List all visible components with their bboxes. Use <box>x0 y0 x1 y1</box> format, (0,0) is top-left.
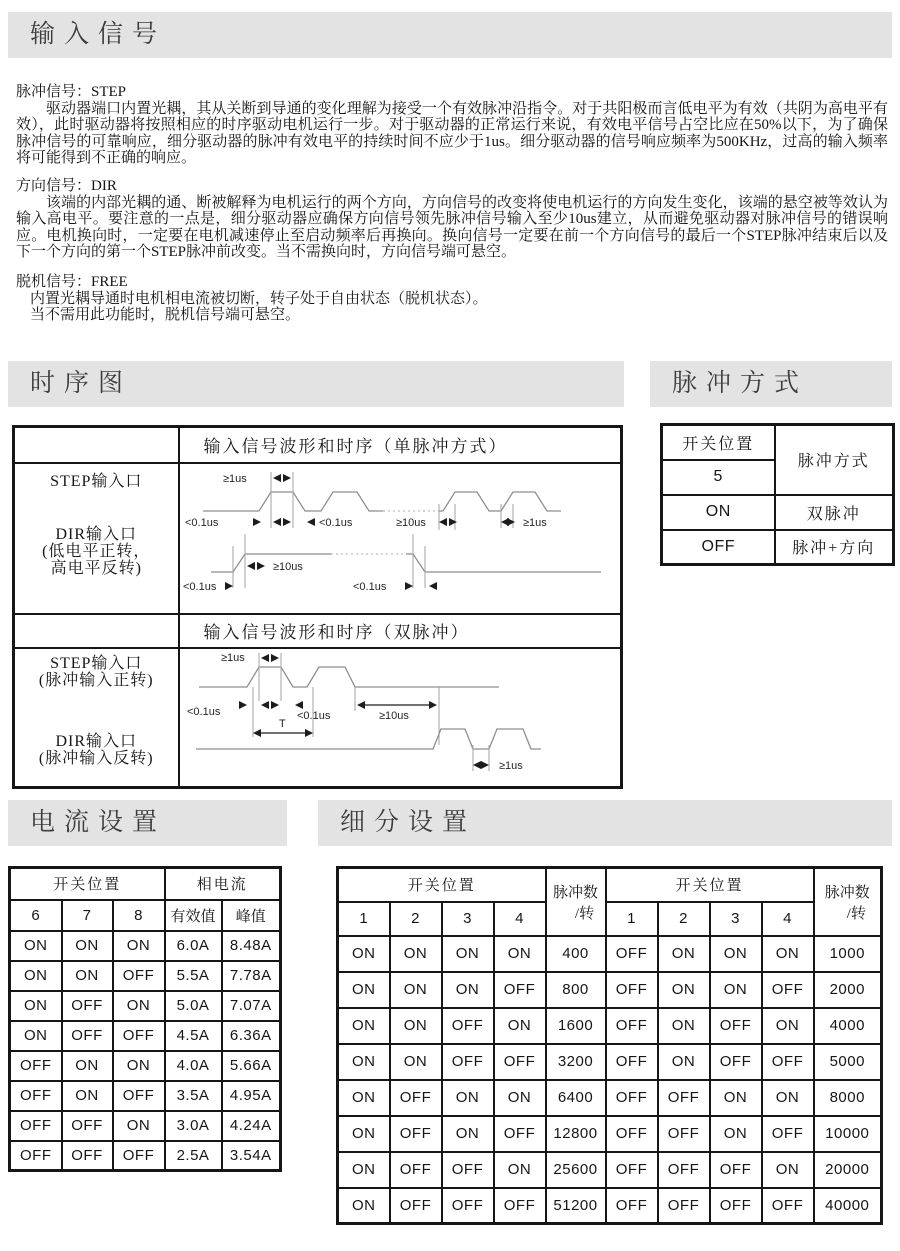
arrow-right-icon <box>507 518 515 526</box>
switch-state-cell: OFF <box>606 1080 658 1116</box>
switch-state-cell: ON <box>338 1188 390 1224</box>
switch-state-cell: ON <box>710 972 762 1008</box>
switch-state-cell: ON <box>710 1116 762 1152</box>
switch-position-header: 开关位置 <box>10 868 165 900</box>
column-header: 8 <box>113 900 165 931</box>
switch-state-cell: OFF <box>10 1051 62 1081</box>
switch-state-cell: ON <box>662 495 775 530</box>
switch-state-cell: ON <box>338 972 390 1008</box>
timing-empty-cell <box>14 614 179 648</box>
arrow-left-icon <box>247 562 255 570</box>
double-pulse-waveform-cell <box>179 648 622 788</box>
pulses-per-rev-line1: 脉冲数 <box>553 884 599 901</box>
section-header-input-signal: 输入信号 <box>8 12 892 58</box>
table-row <box>10 961 281 991</box>
switch-state-cell: OFF <box>762 1044 814 1080</box>
arrow-left-icon <box>261 654 269 662</box>
switch-state-cell: ON <box>710 936 762 972</box>
table-row <box>10 1111 281 1141</box>
switch-position-header: 开关位置 <box>606 868 814 902</box>
pulses-per-rev-cell: 20000 <box>814 1152 882 1188</box>
pulse-mode-table <box>660 423 895 566</box>
switch-state-cell: ON <box>442 1080 494 1116</box>
dir-waveform-trace <box>211 554 331 572</box>
switch-state-cell: OFF <box>10 1141 62 1171</box>
switch-state-cell: ON <box>762 1152 814 1188</box>
switch-state-cell: OFF <box>710 1188 762 1224</box>
arrow-left-icon <box>273 518 281 526</box>
arrow-left-icon <box>307 518 315 526</box>
pulses-per-rev-cell: 6400 <box>546 1080 606 1116</box>
switch-state-cell: OFF <box>62 991 113 1021</box>
pulses-per-rev-cell: 10000 <box>814 1116 882 1152</box>
rms-current-cell: 5.5A <box>165 961 222 991</box>
section-header-timing: 时序图 <box>8 361 624 407</box>
switch-state-cell: ON <box>762 936 814 972</box>
switch-state-cell: OFF <box>390 1116 442 1152</box>
arrow-left-icon <box>253 729 261 737</box>
free-signal-line1: 内置光耦导通时电机相电流被切断，转子处于自由状态（脱机状态）。 <box>30 290 488 307</box>
pulse-mode-cell: 双脉冲 <box>775 495 894 530</box>
table-row <box>338 1044 882 1080</box>
switch-state-cell: OFF <box>494 1044 546 1080</box>
section-header-current: 电流设置 <box>8 800 287 846</box>
arrow-right-icon <box>283 474 291 482</box>
table-row <box>338 1152 882 1188</box>
column-header: 3 <box>710 902 762 936</box>
switch-state-cell: ON <box>390 972 442 1008</box>
switch-position-header: 开关位置 <box>662 425 775 460</box>
section-header-pulse-mode: 脉冲方式 <box>650 361 892 407</box>
dir-signal-paragraph: 该端的内部光耦的通、断被解释为电机运行的两个方向，方向信号的改变将使电机运行的方向发生变化，该端的悬空被等效认为输入高电平。要注意的一点是，细分驱动器应确保方向信号领先脉冲信号输入至少10us建立，从而避免驱动器对脉冲信号的错误响应。电机换向时，一定要在电机减速停止至启动频率后再换向。换向信号一定要在前一个方向信号的最后一个STEP脉冲结束后以及下一个方向的第一个STEP脉冲前改变。当不需换向时，方向信号端可悬空。 <box>16 194 888 261</box>
column-header: 1 <box>606 902 658 936</box>
switch-state-cell: OFF <box>390 1152 442 1188</box>
rms-current-cell: 4.0A <box>165 1051 222 1081</box>
column-header: 1 <box>338 902 390 936</box>
pulses-per-rev-cell: 400 <box>546 936 606 972</box>
switch-state-cell: ON <box>10 1021 62 1051</box>
switch-state-cell: ON <box>10 961 62 991</box>
single-pulse-waveform-cell <box>179 463 622 614</box>
switch-state-cell: OFF <box>494 1116 546 1152</box>
table-row <box>10 931 281 961</box>
rms-current-cell: 6.0A <box>165 931 222 961</box>
step-input-label-line1: STEP输入口 <box>50 654 143 672</box>
column-header: 4 <box>762 902 814 936</box>
pulses-per-rev-line2: /转 <box>574 905 595 922</box>
pulse-signal-paragraph: 驱动器端口内置光耦，其从关断到导通的变化理解为接受一个有效脉冲沿指令。对于共阳极而言低电平为有效（共阴为高电平有效），此时驱动器将按照相应的时序驱动电机运行一步。对于驱动器的正常运行来说，有效电平信号占空比应在50%以下，为了确保脉冲信号的可靠响应，细分驱动器的脉冲有效电平的持续时间不应少于1us。细分驱动器的信号响应频率为500KHz，过高的输入频率将可能得到不正确的响应。 <box>16 100 888 167</box>
rms-current-cell: 4.5A <box>165 1021 222 1051</box>
pulse-signal-heading: 脉冲信号：STEP <box>16 84 127 100</box>
arrow-right-icon <box>481 761 489 769</box>
peak-current-cell: 5.66A <box>222 1051 281 1081</box>
switch-state-cell: ON <box>338 1152 390 1188</box>
pulse-width-label: ≥1us <box>523 516 548 529</box>
dir-input-label-line3: 高电平反转) <box>50 559 142 577</box>
switch-state-cell: ON <box>494 1008 546 1044</box>
switch-state-cell: ON <box>710 1080 762 1116</box>
column-header: 2 <box>390 902 442 936</box>
switch-state-cell: ON <box>10 931 62 961</box>
arrow-left-icon <box>357 701 365 709</box>
arrow-right-icon <box>271 654 279 662</box>
switch-state-cell: ON <box>338 1008 390 1044</box>
step-waveform-trace <box>199 667 499 687</box>
switch-state-cell: ON <box>62 1081 113 1111</box>
phase-current-header: 相电流 <box>165 868 281 900</box>
switch-state-cell: OFF <box>113 961 165 991</box>
dir-setup-label: ≥10us <box>273 560 304 573</box>
arrow-right-icon <box>257 562 265 570</box>
switch-state-cell: OFF <box>442 1188 494 1224</box>
arrow-right-icon <box>225 582 233 590</box>
switch-state-cell: OFF <box>710 1152 762 1188</box>
switch-state-cell: ON <box>113 1051 165 1081</box>
switch-state-cell: ON <box>494 936 546 972</box>
rise-time-label: <0.1us <box>185 516 219 529</box>
switch-state-cell: OFF <box>494 1188 546 1224</box>
step-input-label-line2: (脉冲输入正转) <box>38 671 154 689</box>
switch-state-cell: ON <box>658 1044 710 1080</box>
switch-state-cell: ON <box>494 1152 546 1188</box>
table-row <box>338 1188 882 1224</box>
dir-input-label-line2: (低电平正转， <box>42 542 151 560</box>
column-header: 7 <box>62 900 113 931</box>
switch-state-cell: ON <box>113 991 165 1021</box>
switch-state-cell: OFF <box>710 1044 762 1080</box>
dir-input-label-line2: (脉冲输入反转) <box>38 749 154 767</box>
column-header: 4 <box>494 902 546 936</box>
switch-state-cell: OFF <box>113 1021 165 1051</box>
switch-state-cell: OFF <box>494 972 546 1008</box>
switch-state-cell: ON <box>390 1044 442 1080</box>
fall-time-label: <0.1us <box>297 709 331 722</box>
pulses-per-rev-cell: 1000 <box>814 936 882 972</box>
arrow-right-icon <box>239 701 247 709</box>
switch-state-cell: ON <box>338 1116 390 1152</box>
switch-state-cell: OFF <box>390 1080 442 1116</box>
rise-time-label: <0.1us <box>187 705 221 718</box>
arrow-right-icon <box>283 518 291 526</box>
timing-table <box>12 425 623 789</box>
input-signal-text-block <box>16 84 888 324</box>
pulse-width-label: ≥1us <box>223 472 248 485</box>
switch-state-cell: ON <box>390 1008 442 1044</box>
switch-state-cell: OFF <box>606 1116 658 1152</box>
switch-state-cell: OFF <box>658 1116 710 1152</box>
step-input-label: STEP输入口 <box>50 472 143 490</box>
table-row <box>10 1141 281 1171</box>
pulse-width-label: ≥1us <box>221 651 246 664</box>
peak-current-cell: 7.78A <box>222 961 281 991</box>
pulses-per-rev-cell: 25600 <box>546 1152 606 1188</box>
switch-state-cell: OFF <box>762 1116 814 1152</box>
table-row <box>338 972 882 1008</box>
switch-state-cell: OFF <box>10 1081 62 1111</box>
pulse-mode-header: 脉冲方式 <box>775 425 894 495</box>
rms-current-cell: 3.0A <box>165 1111 222 1141</box>
switch-state-cell: OFF <box>606 1044 658 1080</box>
peak-current-cell: 8.48A <box>222 931 281 961</box>
pulses-per-rev-cell: 51200 <box>546 1188 606 1224</box>
switch-state-cell: OFF <box>442 1152 494 1188</box>
switch-state-cell: OFF <box>390 1188 442 1224</box>
column-header: 3 <box>442 902 494 936</box>
arrow-right-icon <box>305 729 313 737</box>
arrow-left-icon <box>273 474 281 482</box>
switch-state-cell: OFF <box>606 1008 658 1044</box>
switch-state-cell: ON <box>113 1111 165 1141</box>
switch-state-cell: ON <box>762 1008 814 1044</box>
switch-number-cell: 5 <box>662 460 775 495</box>
switch-state-cell: ON <box>62 1051 113 1081</box>
switch-state-cell: ON <box>658 936 710 972</box>
single-pulse-waveform <box>181 464 618 608</box>
dir-input-label-line1: DIR输入口 <box>55 525 138 543</box>
arrow-right-icon <box>449 518 457 526</box>
switch-state-cell: OFF <box>62 1111 113 1141</box>
peak-current-cell: 3.54A <box>222 1141 281 1171</box>
pulses-per-rev-cell: 800 <box>546 972 606 1008</box>
dir-fall-time-label: <0.1us <box>353 580 387 593</box>
dir-rise-time-label: <0.1us <box>183 580 217 593</box>
pulses-per-rev-line2: /转 <box>846 905 866 922</box>
switch-state-cell: OFF <box>662 530 775 565</box>
setup-time-label: ≥10us <box>396 516 427 529</box>
timing-single-labels <box>14 463 179 614</box>
rms-current-cell: 2.5A <box>165 1141 222 1171</box>
switch-state-cell: ON <box>762 1080 814 1116</box>
timing-double-labels <box>14 648 179 788</box>
table-row <box>10 991 281 1021</box>
arrow-left-icon <box>261 701 269 709</box>
arrow-right-icon <box>429 701 437 709</box>
switch-state-cell: OFF <box>658 1188 710 1224</box>
switch-state-cell: ON <box>442 972 494 1008</box>
switch-state-cell: OFF <box>762 972 814 1008</box>
table-row <box>338 1008 882 1044</box>
switch-state-cell: ON <box>338 936 390 972</box>
pulses-per-rev-cell: 2000 <box>814 972 882 1008</box>
table-row <box>10 1081 281 1111</box>
switch-state-cell: ON <box>390 936 442 972</box>
dir-signal-heading: 方向信号：DIR <box>16 177 117 194</box>
switch-state-cell: ON <box>442 936 494 972</box>
column-header: 6 <box>10 900 62 931</box>
pulses-per-rev-cell: 8000 <box>814 1080 882 1116</box>
switch-state-cell: ON <box>338 1080 390 1116</box>
switch-state-cell: OFF <box>606 1188 658 1224</box>
direction-setup-label: ≥10us <box>379 709 410 722</box>
arrow-left-icon <box>295 701 303 709</box>
column-header: 有效值 <box>165 900 222 931</box>
free-signal-line2: 当不需用此功能时，脱机信号端可悬空。 <box>30 307 301 324</box>
switch-state-cell: ON <box>62 961 113 991</box>
peak-current-cell: 4.95A <box>222 1081 281 1111</box>
switch-state-cell: OFF <box>10 1111 62 1141</box>
timing-double-title: 输入信号波形和时序（双脉冲） <box>179 614 622 648</box>
double-pulse-waveform <box>181 649 618 781</box>
free-signal-heading: 脱机信号：FREE <box>16 273 128 290</box>
period-label: T <box>279 717 286 730</box>
switch-state-cell: OFF <box>113 1081 165 1111</box>
column-header: 峰值 <box>222 900 281 931</box>
switch-state-cell: ON <box>338 1044 390 1080</box>
peak-current-cell: 6.36A <box>222 1021 281 1051</box>
timing-single-title: 输入信号波形和时序（单脉冲方式） <box>179 427 622 463</box>
switch-state-cell: OFF <box>606 972 658 1008</box>
switch-state-cell: ON <box>658 972 710 1008</box>
timing-empty-cell <box>14 427 179 463</box>
table-row <box>10 1021 281 1051</box>
dir-input-label-line1: DIR输入口 <box>55 732 138 750</box>
peak-current-cell: 4.24A <box>222 1111 281 1141</box>
dir-pulse-width-label: ≥1us <box>499 759 524 772</box>
switch-state-cell: OFF <box>442 1044 494 1080</box>
pulse-mode-cell: 脉冲+方向 <box>775 530 894 565</box>
arrow-right-icon <box>271 701 279 709</box>
dir-waveform-trace2 <box>406 554 601 572</box>
switch-state-cell: ON <box>10 991 62 1021</box>
pulses-per-rev-cell: 5000 <box>814 1044 882 1080</box>
arrow-right-icon <box>405 582 413 590</box>
arrow-left-icon <box>429 582 437 590</box>
switch-state-cell: OFF <box>62 1141 113 1171</box>
switch-state-cell: ON <box>62 931 113 961</box>
switch-state-cell: ON <box>494 1080 546 1116</box>
switch-position-header: 开关位置 <box>338 868 546 902</box>
table-row <box>338 936 882 972</box>
switch-state-cell: OFF <box>762 1188 814 1224</box>
arrow-left-icon <box>439 518 447 526</box>
switch-state-cell: OFF <box>710 1008 762 1044</box>
switch-state-cell: ON <box>658 1008 710 1044</box>
section-header-microstep: 细分设置 <box>318 800 892 846</box>
switch-state-cell: ON <box>113 931 165 961</box>
peak-current-cell: 7.07A <box>222 991 281 1021</box>
switch-state-cell: OFF <box>658 1080 710 1116</box>
table-row <box>338 1116 882 1152</box>
switch-state-cell: OFF <box>606 1152 658 1188</box>
pulses-per-rev-cell: 1600 <box>546 1008 606 1044</box>
rms-current-cell: 5.0A <box>165 991 222 1021</box>
rms-current-cell: 3.5A <box>165 1081 222 1111</box>
current-setting-table <box>8 866 282 1172</box>
switch-state-cell: ON <box>442 1116 494 1152</box>
switch-state-cell: OFF <box>658 1152 710 1188</box>
table-row <box>10 1051 281 1081</box>
pulses-per-rev-cell: 3200 <box>546 1044 606 1080</box>
pulses-per-rev-header <box>814 868 882 936</box>
switch-state-cell: OFF <box>606 936 658 972</box>
pulses-per-rev-header <box>546 868 606 936</box>
arrow-right-icon <box>253 518 261 526</box>
pulses-per-rev-cell: 40000 <box>814 1188 882 1224</box>
arrow-left-icon <box>473 761 481 769</box>
microstep-setting-table <box>336 866 883 1225</box>
switch-state-cell: OFF <box>442 1008 494 1044</box>
pulses-per-rev-cell: 12800 <box>546 1116 606 1152</box>
switch-state-cell: OFF <box>113 1141 165 1171</box>
pulses-per-rev-line1: 脉冲数 <box>824 884 870 901</box>
column-header: 2 <box>658 902 710 936</box>
step-waveform-trace2 <box>439 492 561 511</box>
fall-time-label: <0.1us <box>319 516 353 529</box>
switch-state-cell: OFF <box>62 1021 113 1051</box>
pulses-per-rev-cell: 4000 <box>814 1008 882 1044</box>
table-row <box>338 1080 882 1116</box>
